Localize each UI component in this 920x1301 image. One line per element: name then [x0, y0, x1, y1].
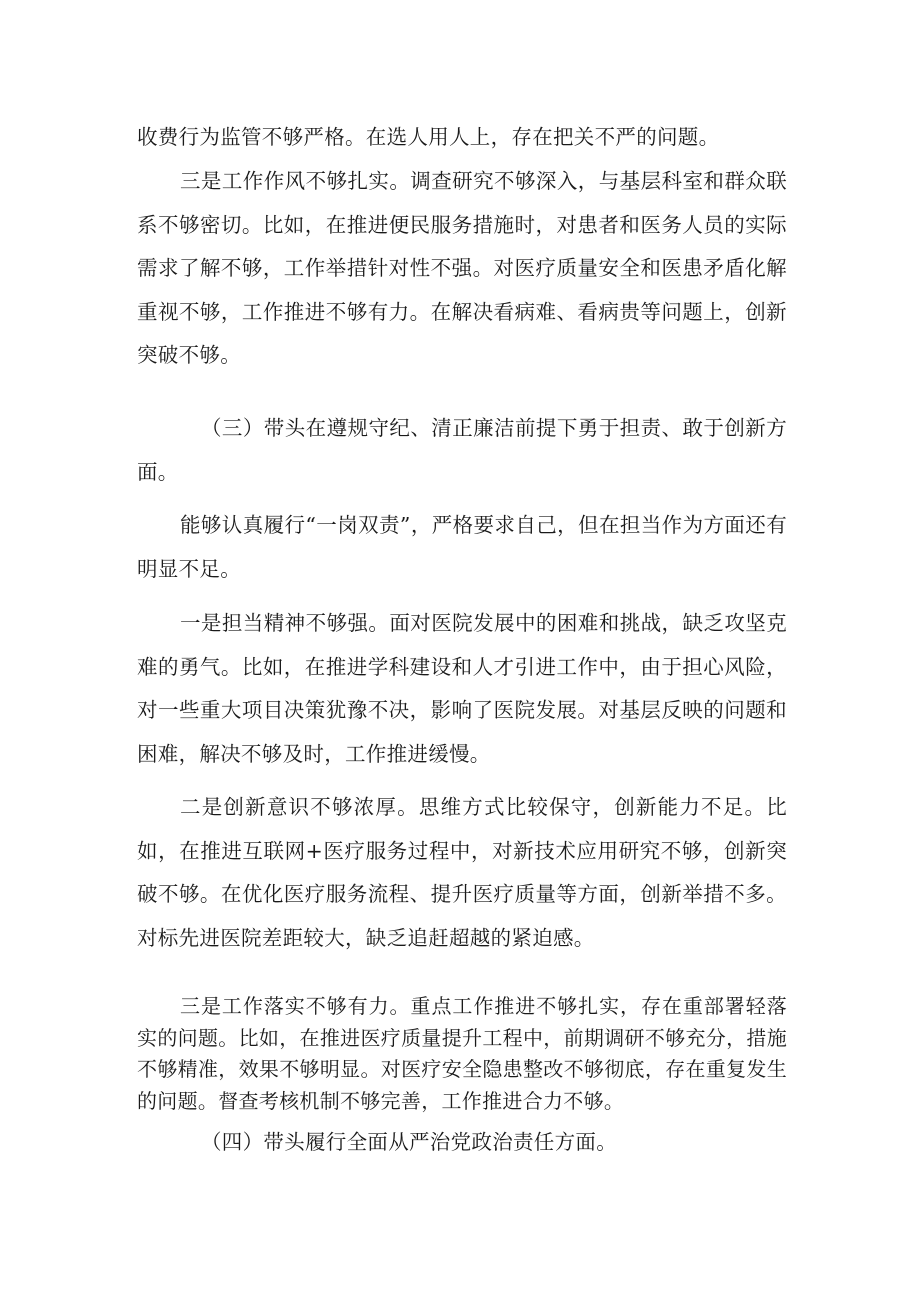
section-heading-4: （四）带头履行全面从严治党政治责任方面。 — [201, 1130, 617, 1154]
paragraph-implementation: 三是工作落实不够有力。重点工作推进不够扎实，存在重部署轻落实的问题。比如，在推进医疗质量提升工程中，前期调研不够充分，措施不够精准，效果不够明显。对医疗安全隐患整改不够彻底，存在重复发生的问题。督查考核机制不够完善，工作推进合力不够。 — [137, 994, 787, 1113]
paragraph-courage: 一是担当精神不够强。面对医院发展中的困难和挑战，缺乏攻坚克难的勇气。比如，在推进学科建设和人才引进工作中，由于担心风险，对一些重大项目决策犹豫不决，影响了医院发展。对基层反映的问题和困难，解决不够及时，工作推进缓慢。 — [137, 611, 787, 766]
paragraph-continuation: 收费行为监管不够严格。在选人用人上，存在把关不严的问题。 — [137, 125, 720, 149]
section-heading-3: （三）带头在遵规守纪、清正廉洁前提下勇于担责、敢于创新方面。 — [137, 416, 787, 484]
paragraph-work-style: 三是工作作风不够扎实。调查研究不够深入，与基层科室和群众联系不够密切。比如，在推进便民服务措施时，对患者和医务人员的实际需求了解不够，工作举措针对性不强。对医疗质量安全和医患矛盾化解重视不够，工作推进不够有力。在解决看病难、看病贵等问题上，创新突破不够。 — [137, 169, 787, 367]
paragraph-innovation: 二是创新意识不够浓厚。思维方式比较保守，创新能力不足。比如，在推进互联网+医疗服务过程中，对新技术应用研究不够，创新突破不够。在优化医疗服务流程、提升医疗质量等方面，创新举措不多。对标先进医院差距较大，缺乏追赶超越的紧迫感。 — [137, 795, 787, 950]
paragraph-responsibility: 能够认真履行“一岗双责”，严格要求自己，但在担当作为方面还有明显不足。 — [137, 513, 787, 581]
